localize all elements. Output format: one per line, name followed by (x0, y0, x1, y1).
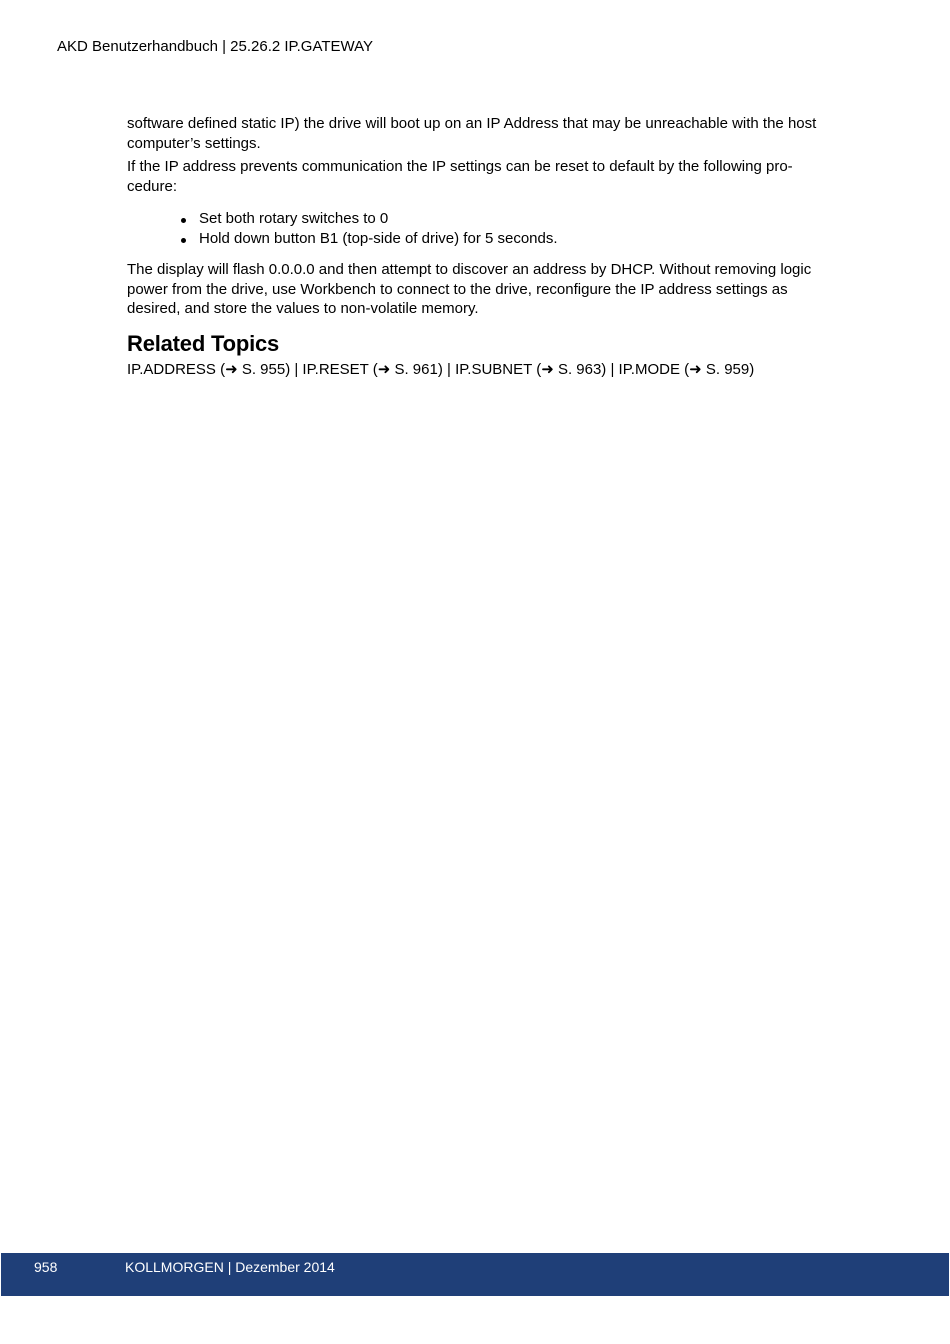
link-ip-subnet[interactable]: IP.SUBNET (➜ S. 963) (455, 360, 607, 378)
bullet-icon (181, 238, 186, 243)
page-header: AKD Benutzerhandbuch | 25.26.2 IP.GATEWAY (57, 38, 374, 55)
related-topics-links (127, 360, 827, 380)
page-number: 958 (34, 1259, 58, 1275)
link-separator: | (442, 360, 456, 378)
paragraph-display: The display will flash 0.0.0.0 and then attempt to discover an address by DHCP. Without removing logic power from the drive, use Workbench to connect to the drive, reconfigure the IP address settings as desired, and store the values to non-volatile memory. (127, 261, 812, 317)
link-separator: | (290, 360, 303, 378)
list-item-text: Set both rotary switches to 0 (199, 210, 389, 227)
link-ip-mode[interactable]: IP.MODE (➜ S. 959) (618, 360, 755, 378)
footer-text: KOLLMORGEN | Dezember 2014 (125, 1259, 335, 1275)
link-separator: | (606, 360, 619, 378)
page-footer (1, 1253, 949, 1296)
paragraph-procedure: If the IP address prevents communication the IP settings can be reset to default by the following pro- cedure: (127, 158, 793, 195)
list-item (127, 209, 827, 229)
related-topics-heading: Related Topics (127, 330, 280, 356)
procedure-list (127, 209, 827, 248)
list-item (127, 229, 827, 249)
link-ip-address[interactable]: IP.ADDRESS (➜ S. 955) (127, 360, 291, 378)
paragraph-intro: software defined static IP) the drive will boot up on an IP Address that may be unreachable with the host computer’s settings. (127, 115, 817, 152)
link-ip-reset[interactable]: IP.RESET (➜ S. 961) (302, 360, 443, 378)
main-content (127, 114, 827, 379)
list-item-text: Hold down button B1 (top-side of drive) for 5 seconds. (199, 229, 558, 247)
bullet-icon (181, 218, 186, 223)
